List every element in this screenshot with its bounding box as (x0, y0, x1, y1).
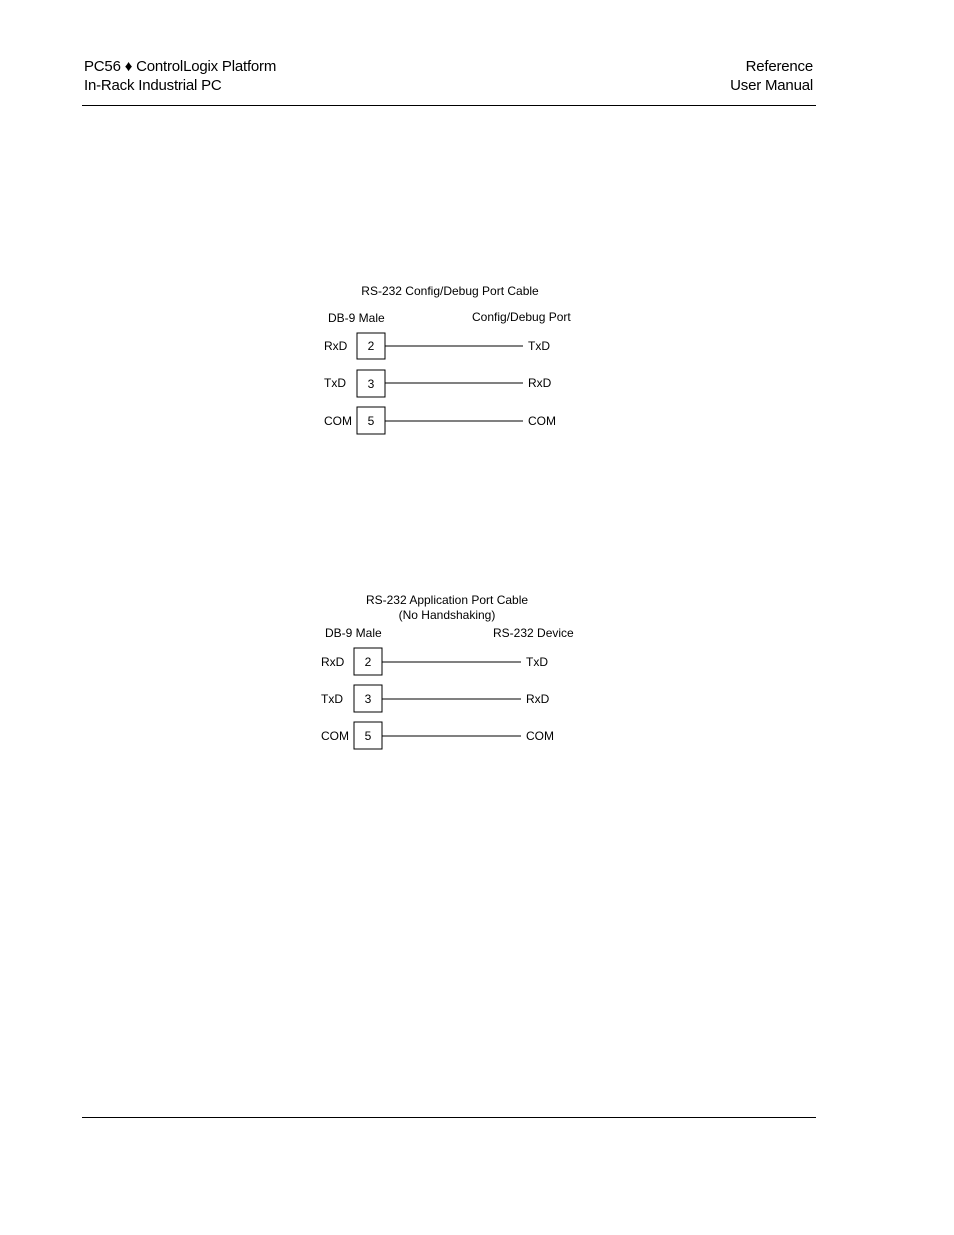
application-port-cable-diagram (321, 593, 574, 749)
pin-right-label: TxD (528, 339, 550, 353)
pin-left-label: TxD (321, 692, 343, 706)
diagram-title: RS-232 Application Port Cable (365, 593, 529, 607)
pin-number: 2 (367, 339, 375, 353)
pin-number: 3 (364, 692, 372, 706)
pin-left-label: COM (324, 414, 352, 428)
pin-right-label: RxD (528, 376, 552, 390)
pin-left-label: RxD (321, 655, 345, 669)
pin-right-label: COM (526, 729, 554, 743)
pin-row (321, 685, 550, 712)
pin-left-label: COM (321, 729, 349, 743)
pin-row (321, 722, 554, 749)
pin-right-label: TxD (526, 655, 548, 669)
header-section: Reference (745, 58, 813, 75)
diagram-title: RS-232 Config/Debug Port Cable (361, 284, 539, 298)
pin-row (324, 333, 550, 359)
config-debug-cable-diagram (324, 284, 571, 434)
header-product-title: PC56 ♦ ControlLogix Platform (84, 58, 277, 75)
header-product-subtitle: In-Rack Industrial PC (84, 77, 222, 94)
header-manual-type: User Manual (730, 77, 813, 94)
pin-number: 5 (367, 414, 375, 428)
diagram-right-header: Config/Debug Port (472, 310, 571, 324)
pin-row (324, 370, 552, 397)
pin-right-label: COM (528, 414, 556, 428)
pin-row (321, 648, 548, 675)
diagram-subtitle: (No Handshaking) (398, 608, 496, 622)
pin-number: 3 (367, 377, 375, 391)
diagram-left-header: DB-9 Male (325, 626, 382, 640)
pin-left-label: RxD (324, 339, 348, 353)
diagram-left-header: DB-9 Male (328, 311, 385, 325)
diagram-right-header: RS-232 Device (493, 626, 574, 640)
pin-number: 2 (364, 655, 372, 669)
pin-row (324, 407, 556, 434)
pin-number: 5 (364, 729, 372, 743)
pin-left-label: TxD (324, 376, 346, 390)
pin-right-label: RxD (526, 692, 550, 706)
